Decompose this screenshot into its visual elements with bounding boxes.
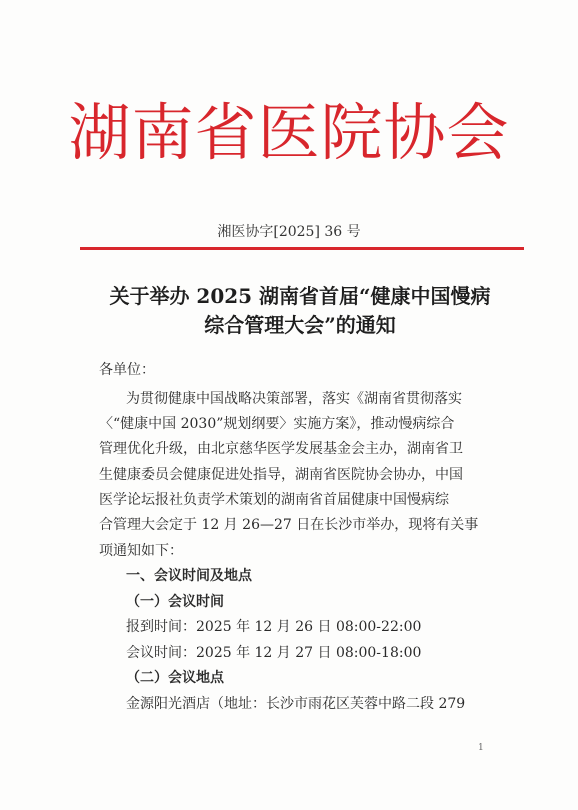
organization-letterhead: 湖南省医院协会: [68, 96, 510, 169]
meeting-time: 会议时间：2025 年 12 月 27 日 08:00-18:00: [126, 645, 422, 661]
paragraph-line: 合管理大会定于 12 月 26—27 日在长沙市举办，现将有关事: [99, 517, 479, 533]
subsection-heading-time: （一）会议时间: [126, 594, 224, 610]
notice-title-line-2: 综合管理大会”的通知: [204, 313, 396, 337]
header-divider: [80, 247, 524, 250]
document-number: 湘医协字[2025] 36 号: [217, 224, 361, 240]
paragraph-line: 项通知如下：: [99, 543, 183, 559]
section-heading-time-and-venue: 一、会议时间及地点: [126, 568, 252, 584]
paragraph-line: 医学论坛报社负责学术策划的湖南省首届健康中国慢病综: [99, 492, 449, 508]
paragraph-line: 生健康委员会健康促进处指导，湖南省医院协会协办，中国: [99, 467, 463, 483]
paragraph-line: 管理优化升级，由北京慈华医学发展基金会主办，湖南省卫: [99, 441, 463, 457]
checkin-time: 报到时间：2025 年 12 月 26 日 08:00-22:00: [126, 619, 422, 635]
paragraph-line: 〈“健康中国 2030”规划纲要〉实施方案》，推动慢病综合: [99, 416, 455, 432]
subsection-heading-venue: （二）会议地点: [126, 670, 224, 686]
venue-address: 金源阳光酒店（地址：长沙市雨花区芙蓉中路二段 279: [126, 696, 466, 712]
paragraph-line: 为贯彻健康中国战略决策部署，落实《湖南省贯彻落实: [126, 391, 462, 407]
notice-title: [60, 282, 540, 340]
page-number: 1: [478, 743, 484, 753]
notice-title-line-1: 关于举办 2025 湖南省首届“健康中国慢病: [109, 284, 491, 308]
addressee: 各单位：: [99, 362, 155, 378]
